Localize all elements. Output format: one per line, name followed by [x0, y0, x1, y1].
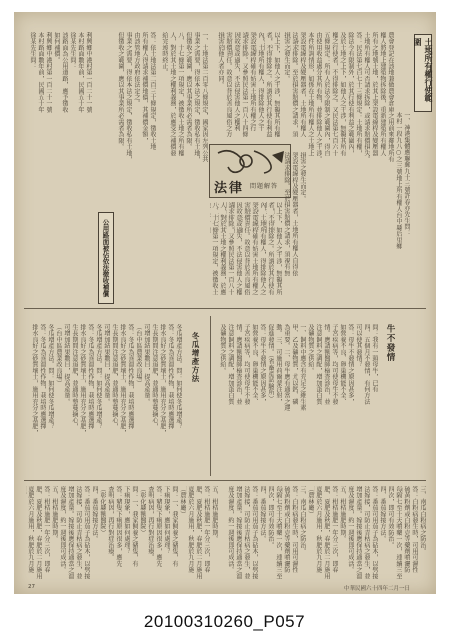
section-divider [24, 480, 426, 481]
text-column: 排水良好之砂質壤土，施用充分之基肥， [31, 324, 38, 436]
text-column: 可增加結果數目，提高產量。 [143, 324, 150, 405]
text-column: 土地所有權人可否請求拆除，或請求賠償損失。 [363, 32, 370, 163]
text-column: 答：番茄可用茄子為砧木，以劈接 [83, 486, 90, 579]
text-column: 生長期間注意追肥，並適時整蔓摘心， [71, 324, 78, 430]
text-column: 甲、乙及礦物質，尤以鈣、磷 [291, 324, 298, 405]
text-column: 查明病因，再行對症治療。 [107, 486, 114, 561]
text-column: 度及濕度，約一週後即可成活。 [59, 486, 66, 573]
text-column: 者，不得排除之。所謂於其行使有利益 [265, 32, 272, 138]
text-column: 及礦物質之供給。 [307, 324, 314, 374]
text-column: 生長期間注意追肥，並適時整蔓摘心， [111, 324, 118, 430]
text-column: 下痢現象，應如何處理？ [123, 486, 130, 555]
text-column: 但徵收之範圍，應以其事業所必需者為限。 [117, 32, 124, 150]
issue-date: 中華民國六十四年二月一日 [344, 586, 411, 592]
headline-cow-estrus: 牛不發情 [385, 324, 395, 362]
headline-road-expropriation: 公用路面被佔依法徵收補償 [98, 212, 114, 304]
text-column: 架設電線桿確有妨害土地所有權之 [251, 202, 258, 295]
column-divider [210, 316, 211, 476]
text-column: 動。三、可施用荷爾蒙注射， [275, 324, 282, 405]
text-column: 答：柑桔施肥一年分三次，即春 [203, 486, 210, 573]
text-column: 四次，即可有效防治。 [387, 486, 394, 548]
text-column: 五條規定：所有人於法令限制之範圍內，得自 [323, 32, 330, 156]
text-column: 害賠償責任。故意以背於善良風俗之方 [225, 32, 232, 138]
text-column: 可增加結果數目，提高產量。 [63, 324, 70, 405]
text-column: 答：母牛不發情之原因甚多， [347, 324, 354, 405]
text-column: 排水良好之砂質壤土，施用充分之基肥， [79, 324, 86, 436]
text-column: 問：我有一頭母牛，已有 [371, 324, 378, 393]
text-column: 五、柑桔施肥時期。 [211, 486, 218, 542]
text-column: 損害之發生而定。 [299, 152, 306, 202]
text-column: 八、十七條第一項規定，被徵收土地之所有權 [177, 32, 184, 156]
text-column: 本件所詢情形，如係在土地所有權人之土地上 [307, 32, 314, 156]
text-column: 四次，即可有效防治。 [267, 486, 274, 548]
text-column: 架設電線桿及變壓器者，土地所有權人自得依 [291, 152, 298, 276]
text-column: 排水良好之砂質壤土，施用充分之基肥， [159, 324, 166, 436]
headline-land-rights: 土地所有權行使範圍 [414, 34, 432, 112]
text-column: 度及濕度，約一週後即可成活。 [227, 486, 234, 573]
text-column: 夏肥於六月施用，秋肥於九月施 [315, 486, 322, 573]
text-column: 架設電線桿及變壓器者，土地所有權人 [299, 32, 306, 138]
text-column: 由使用收益處分其所有物，並排除他人之干涉。 [315, 32, 322, 163]
page-number: 27 [28, 584, 35, 590]
text-column: （台中區農業改良場） [55, 324, 62, 386]
text-column: 因故意或過失，不法侵害他人之權利 [233, 32, 240, 132]
text-column: 注意飼料之調配，增加蛋白質 [315, 324, 322, 405]
text-column: 本村一段九八○之三號地上所有權人台中縣后里鄉 [395, 112, 402, 250]
text-column: 請求排除。又參照民法第一百八十 [227, 202, 234, 295]
text-column: 權之行使者，不得排除之。又民法第七百六十 [331, 32, 338, 156]
text-column: 人，對於其土地之權利義務，於應 [219, 202, 226, 295]
text-column: 答：冬瓜為喜溫性作物，栽培時應選擇 [87, 324, 94, 430]
text-column: 架設電線桿確有妨害土地所有權之行 [249, 32, 256, 132]
text-column: 答：番茄可用茄子為砧木，以劈接 [371, 486, 378, 579]
text-column: 但徵收之範圍，應以其事業所必需者為限。 [185, 32, 192, 150]
text-column: 三、南瓜白粉病之防治。 [419, 486, 426, 555]
text-column: 四、番茄嫁接方法。 [379, 486, 386, 542]
text-column: 答：母牛不發情之原因甚多， [259, 324, 266, 405]
text-column: 三、南瓜白粉病之防治。 [299, 486, 306, 555]
text-column: 答：冬瓜為喜溫性作物，栽培時應選擇 [39, 324, 46, 430]
text-column: 夏肥於六月施用，秋肥於九月施 [27, 486, 34, 573]
text-column: 為重要。二、母牛應有適當之運 [283, 324, 290, 411]
text-column: 答：白粉病發生時，可用可濕性 [411, 486, 418, 573]
text-column: 增加產量。嫁接後應保持適當之溫 [235, 486, 242, 579]
text-column: 可增加結果數目，提高產量。 [103, 324, 110, 405]
text-column: 硫黃粉劑或白粉克等藥劑噴灑防 [283, 486, 290, 573]
text-column: 事業之需要，得依本法之規定，徵收私有土地， [125, 32, 132, 163]
text-column: 排水良好之砂質壤土，施用充分之基肥， [119, 324, 126, 436]
text-column: 答：豬隻下痢原因很多，應先 [115, 486, 122, 567]
text-column: （台中區農業改良場） [135, 324, 142, 386]
text-column: 及於土地之上下，如他人之干涉，無礙其所有 [339, 32, 346, 156]
text-column: 請求排除。又參照民法第一百八十四條 [241, 32, 248, 138]
text-column: 夏肥於六月施用，秋肥於九月施 [187, 486, 194, 573]
text-column: 答：依土地法第二百三十條規定，徵收土地 [149, 32, 156, 150]
text-column: 子宮疾病等，均可使母牛不發 [331, 324, 338, 405]
text-column: 本村路面數年前，民國五十年 [77, 32, 84, 113]
text-column: 問：一、我家飼養之豬隻，有 [171, 486, 178, 567]
text-column: 利興鄉中港村第一百二十一號 [85, 32, 92, 113]
section-title: 法律 [214, 181, 245, 196]
text-column: 四、番茄嫁接方法。 [91, 486, 98, 542]
text-column: 除法令有限制外，於其行使有利益之範圍內， [347, 32, 354, 156]
text-column: 生長期間注意追肥，並適時整蔓摘心， [151, 324, 158, 430]
text-column: 者，不得排除之。所謂於其行使有 [267, 202, 274, 295]
text-column: 四、五個月不發情，有何方法 [363, 324, 370, 405]
law-section-header [209, 144, 291, 198]
text-column: （彰化縣獸醫院） [99, 486, 106, 536]
text-column: 一、土地法第二百零八條規定，國家因左列公共 [201, 32, 208, 163]
text-column: 法嫁接，可防止青枯病之發生，並 [75, 486, 82, 579]
text-column: 下痢現象，應如何處理？ [163, 486, 170, 555]
text-column: 增加產量。嫁接後應保持適當之溫 [355, 486, 362, 579]
text-column: 答：豬隻下痢原因很多，應先 [155, 486, 162, 567]
text-column: 事業之需要，得依本法之規定，徵收私有土地， [193, 32, 200, 163]
image-caption: 20100310260_P057 [143, 612, 306, 631]
text-column: 冬瓜增產方法。問：如何使冬瓜增產？ [95, 324, 102, 430]
text-column: 如營養不良、卵巢機能不全、 [339, 324, 346, 405]
text-column: 答：冬瓜為喜溫性作物，栽培時應選擇 [167, 324, 174, 430]
text-column: 如營養不良、卵巢機能不全、 [251, 324, 258, 405]
section-subtitle: 問題解答 [250, 183, 279, 190]
text-column: 如何補償。 [53, 32, 60, 63]
text-column: （農林廳） [179, 486, 186, 517]
section-divider [24, 308, 426, 309]
text-column: 硫黃粉劑或白粉克等藥劑噴灑防 [403, 486, 410, 573]
text-column: 答：白粉病發生時，可用可濕性 [291, 486, 298, 573]
text-column: 五、柑桔施肥時期。 [51, 486, 58, 542]
text-column: （農林廳） [307, 486, 314, 517]
text-column: 五、柑桔施肥時期。 [339, 486, 346, 542]
text-column: 答：冬瓜為喜溫性作物，栽培時應選擇 [127, 324, 134, 430]
text-column: 人，對於其土地之權利義務，於應受之補償發 [169, 32, 176, 156]
text-column: 情。應請獸醫師檢查診治，並 [323, 324, 330, 405]
text-column: 權人將地上建築物拆除後，重新建築所有權人 [379, 32, 386, 156]
text-column: 農會登記在該地兼做農會倉庫之用前來鄰地所有 [387, 32, 394, 163]
text-column: 答：柑桔施肥一年分三次，即春 [331, 486, 338, 573]
text-column: 注意飼料之調配，增加蛋白質 [227, 324, 234, 405]
text-column: 徐某先生問： [29, 32, 36, 70]
text-column: 可以使其發情？ [355, 324, 362, 368]
text-column: 由該管地方政府依法定之。 [133, 32, 140, 107]
text-column: 法嫁接，可防止青枯病之發生，並 [243, 486, 250, 579]
text-column: 每隔七至十天噴藥一次，連續三至 [275, 486, 282, 579]
magazine-page [14, 12, 436, 594]
text-column: 答：番茄可用茄子為砧木，以劈接 [251, 486, 258, 579]
text-column: 增加產量。嫁接後應保持適當之溫 [67, 486, 74, 579]
text-column: 一、神港集體應聯郵九十三號許春亦先生問： [403, 112, 410, 236]
text-column: 害賠償責任。故意以背於善良風俗 [243, 202, 250, 295]
text-column: 損害之發生而定。 [283, 32, 290, 82]
text-column: 冬瓜增產方法。問：如何使冬瓜增產？ [47, 324, 54, 430]
text-column: 法請求排除。至於損害賠償之請求，須 [291, 32, 298, 138]
text-column: 答：柑桔施肥一年分三次，即春 [43, 486, 50, 573]
text-column: 給完竣時終止。 [161, 32, 168, 76]
text-column: 度及濕度，約一週後即可成活。 [347, 486, 354, 573]
text-column: （彰化縣獸醫院） [139, 486, 146, 536]
text-column: 查明病因，再行對症治療。 [147, 486, 154, 561]
text-column: 答：民法第七百七十三條規定：土地所有權， [355, 32, 362, 156]
text-column: 肥、夏肥及秋肥，春肥於二月施用 [35, 486, 42, 579]
text-column: 八、十七條第一項規定，被徵收土 [211, 202, 218, 295]
text-column: 本村路面數年前，民國五十年 [37, 32, 44, 113]
text-column: 問：一、我家飼養之豬隻，有 [131, 486, 138, 567]
text-column: 情。應請獸醫師檢查診治，並 [235, 324, 242, 405]
text-column: 以上下，如他人之干涉，無礙其所 [275, 202, 282, 295]
text-column: 四、番茄嫁接方法。 [259, 486, 266, 542]
text-column: 所有之地號土地，於其上架設電線桿及變壓器 [371, 32, 378, 156]
text-column: 徐某先生問： [69, 32, 76, 70]
text-column: 該路面為公用道路，應予徵收 [61, 32, 68, 113]
text-column: 內，土地所有權人，得排除他人之干 [257, 32, 264, 132]
text-column: 內，土地所有權人，得排除他人之 [259, 202, 266, 295]
text-column: 法嫁接，可防止青枯病之發生，並 [363, 486, 370, 579]
text-column: 及礦物質之供給。 [219, 324, 226, 374]
text-column: 肥、夏肥及秋肥，春肥於二月施用 [195, 486, 202, 579]
headline-winter-melon: 冬瓜增產方法 [191, 332, 200, 383]
text-column: 法請求排除。至於損害賠償之請求，須視有無 [283, 152, 290, 276]
text-column: 利興鄉中港村第一百二十一號 [45, 32, 52, 113]
text-column: 因故意或過失，不法侵害他人之權 [235, 202, 242, 295]
text-column: 冬瓜增產方法。問：如何使冬瓜增產？ [175, 324, 182, 430]
text-column: 一、飼料中應含有充足之維生素 [299, 324, 306, 411]
text-column: 每隔七至十天噴藥一次，連續三至 [395, 486, 402, 579]
text-column: 肥、夏肥及秋肥，春肥於二月施用 [323, 486, 330, 579]
text-column: 子宮疾病等，均可使母牛不發 [243, 324, 250, 405]
text-column: 損害於他人者亦同。 [217, 32, 224, 88]
text-column: 所有權人得請求補償地價，其補償金額， [141, 32, 148, 144]
text-column: 促進發情。（省畜產試驗所） [267, 324, 274, 402]
text-column: 以上下，如他人之干涉，無礙其所有權 [273, 32, 280, 138]
